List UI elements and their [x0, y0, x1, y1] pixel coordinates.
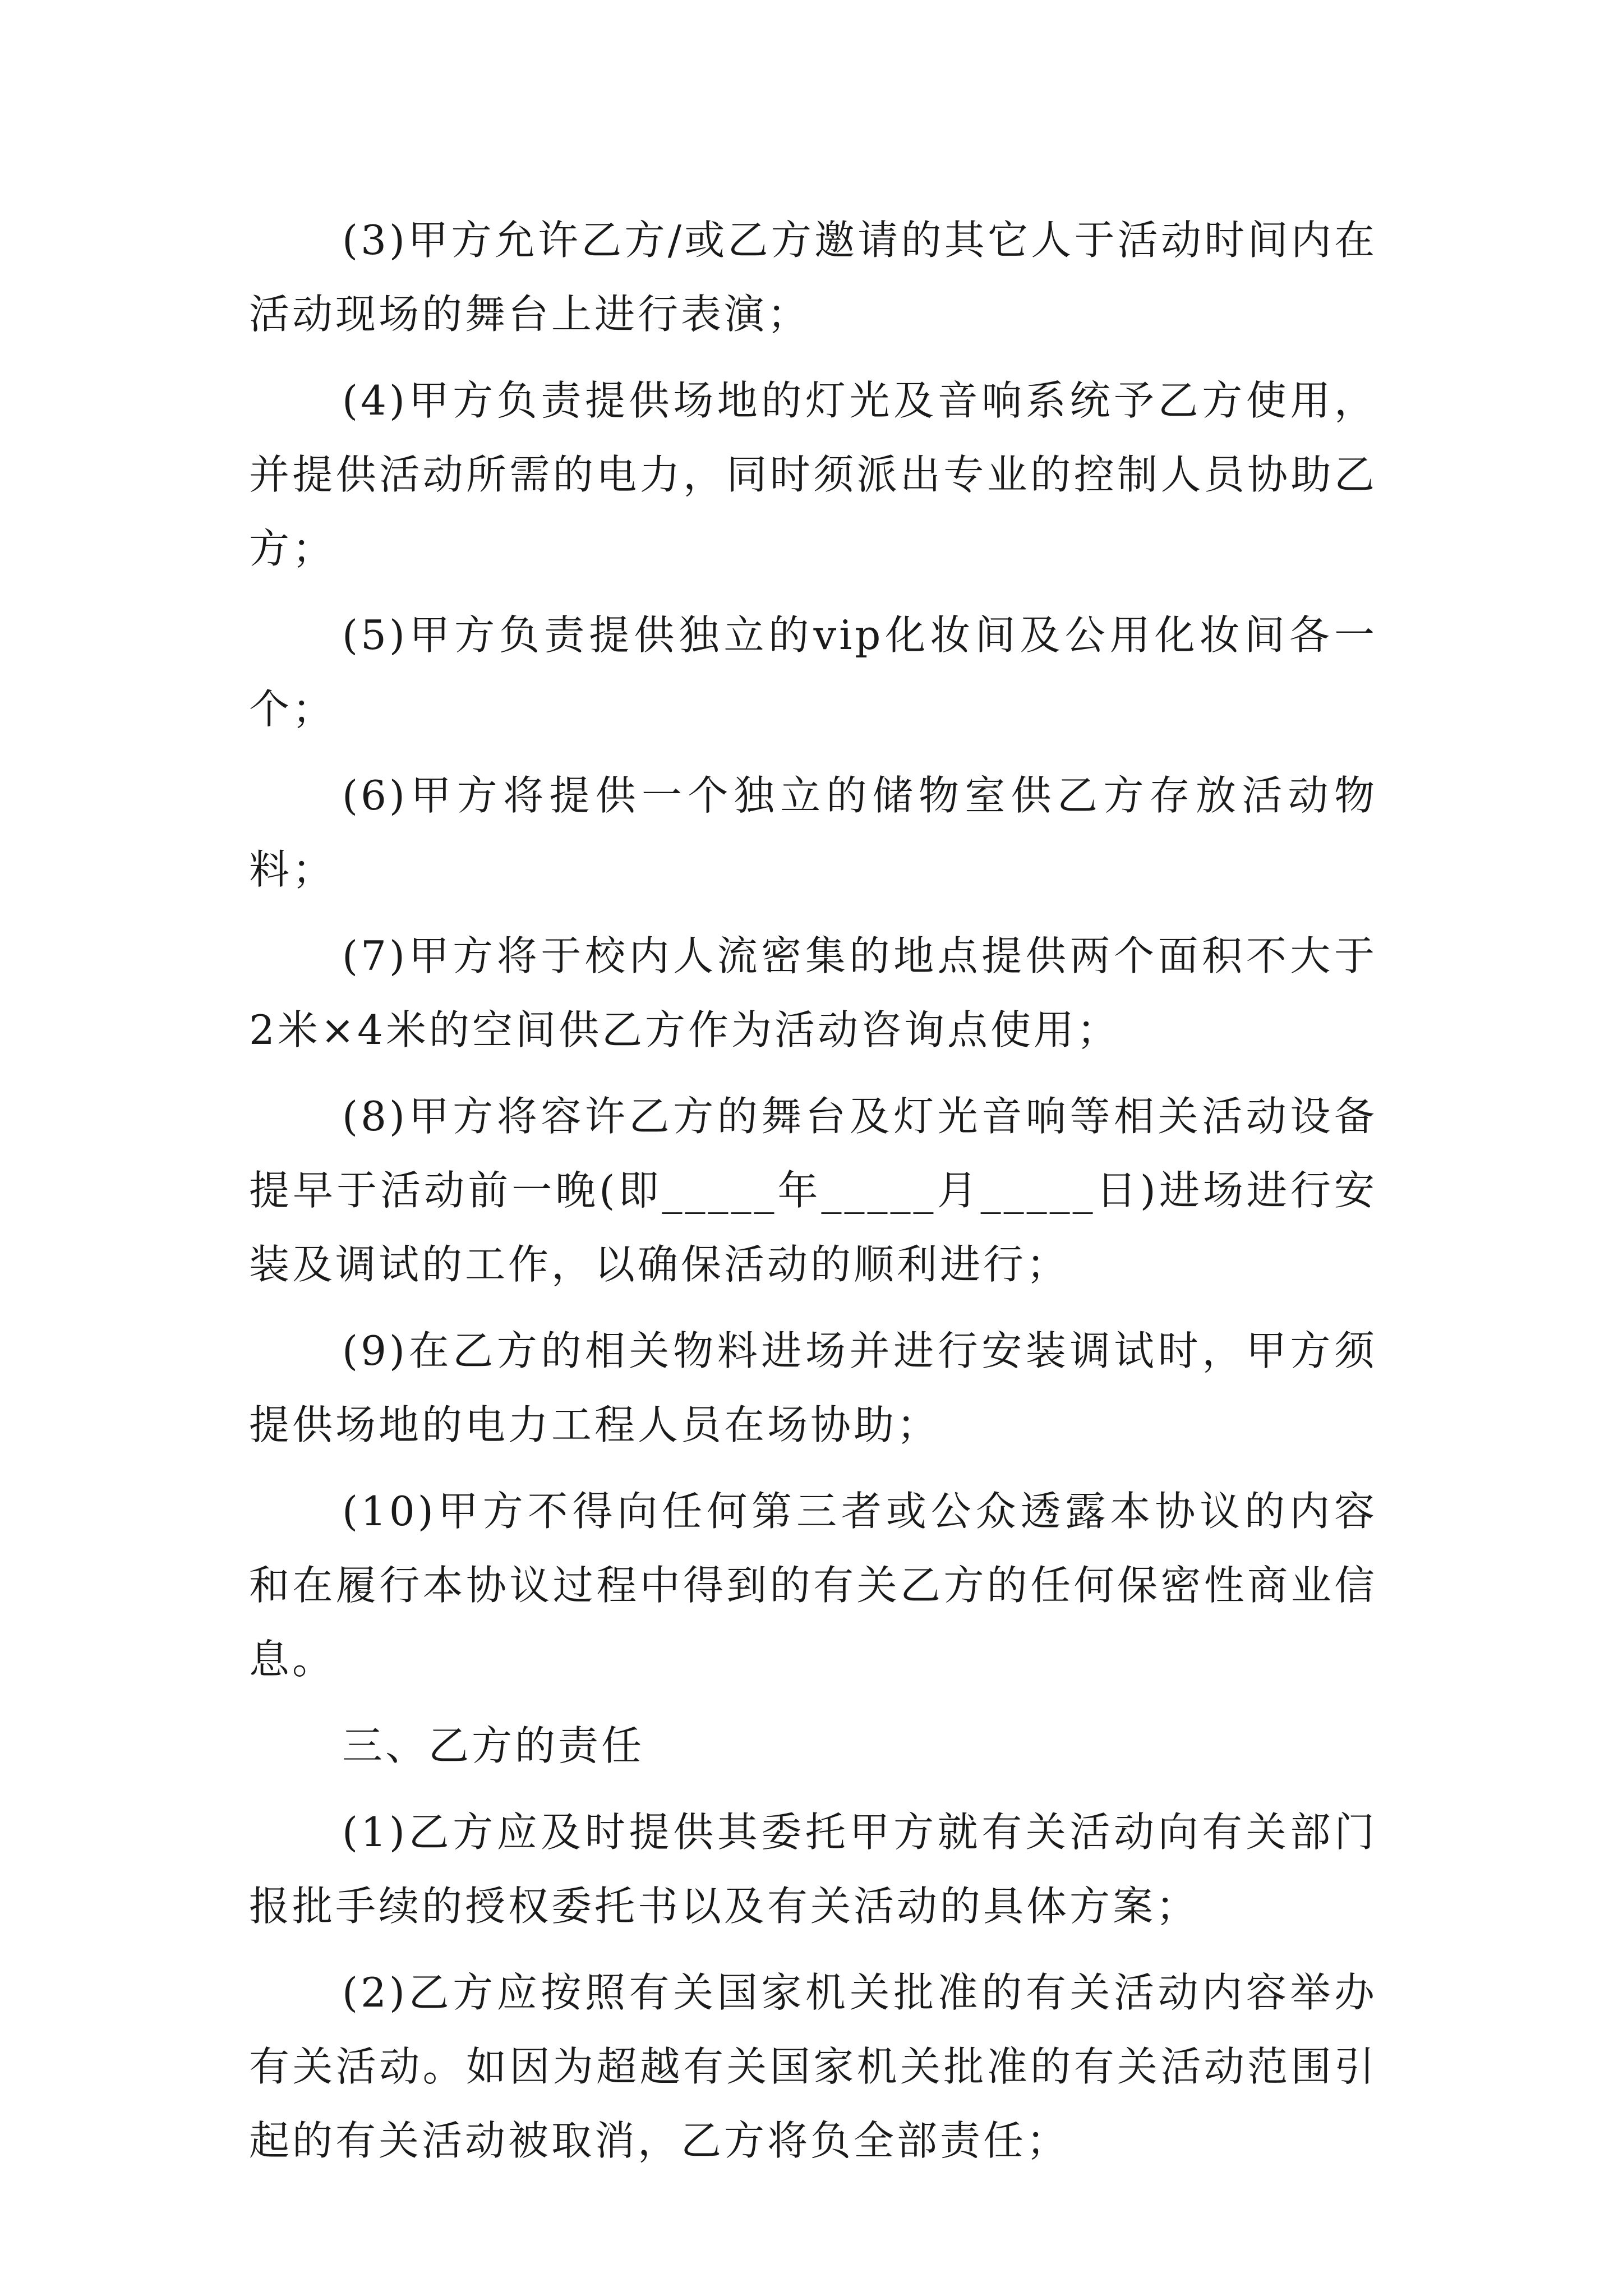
clause-party-a-7: (7)甲方将于校内人流密集的地点提供两个面积不大于2米×4米的空间供乙方作为活动咨询点使用； — [249, 932, 1377, 1053]
clause-party-a-5: (5)甲方负责提供独立的vip化妆间及公用化妆间各一个； — [249, 611, 1377, 733]
clause-party-a-4: (4)甲方负责提供场地的灯光及音响系统予乙方使用，并提供活动所需的电力，同时须派出专业的控制人员协助乙方； — [249, 377, 1377, 572]
section-heading-party-b: 三、乙方的责任 — [342, 1722, 645, 1769]
clause-party-b-2: (2)乙方应按照有关国家机关批准的有关活动内容举办有关活动。如因为超越有关国家机关批准的有关活动范围引起的有关活动被取消，乙方将负全部责任； — [249, 1969, 1377, 2164]
clause-party-a-9: (9)在乙方的相关物料进场并进行安装调试时，甲方须提供场地的电力工程人员在场协助； — [249, 1327, 1377, 1448]
clause-party-a-3: (3)甲方允许乙方/或乙方邀请的其它人于活动时间内在活动现场的舞台上进行表演； — [249, 217, 1377, 338]
document-body — [249, 203, 1377, 2190]
clause-party-a-8: (8)甲方将容许乙方的舞台及灯光音响等相关活动设备提早于活动前一晚(即_____年_____月_____日)进场进行安装及调试的工作，以确保活动的顺利进行； — [249, 1093, 1377, 1288]
clause-party-a-10: (10)甲方不得向任何第三者或公众透露本协议的内容和在履行本协议过程中得到的有关乙方的任何保密性商业信息。 — [249, 1488, 1377, 1683]
clause-party-b-1: (1)乙方应及时提供其委托甲方就有关活动向有关部门报批手续的授权委托书以及有关活动的具体方案； — [249, 1809, 1377, 1930]
clause-party-a-6: (6)甲方将提供一个独立的储物室供乙方存放活动物料； — [249, 772, 1377, 893]
